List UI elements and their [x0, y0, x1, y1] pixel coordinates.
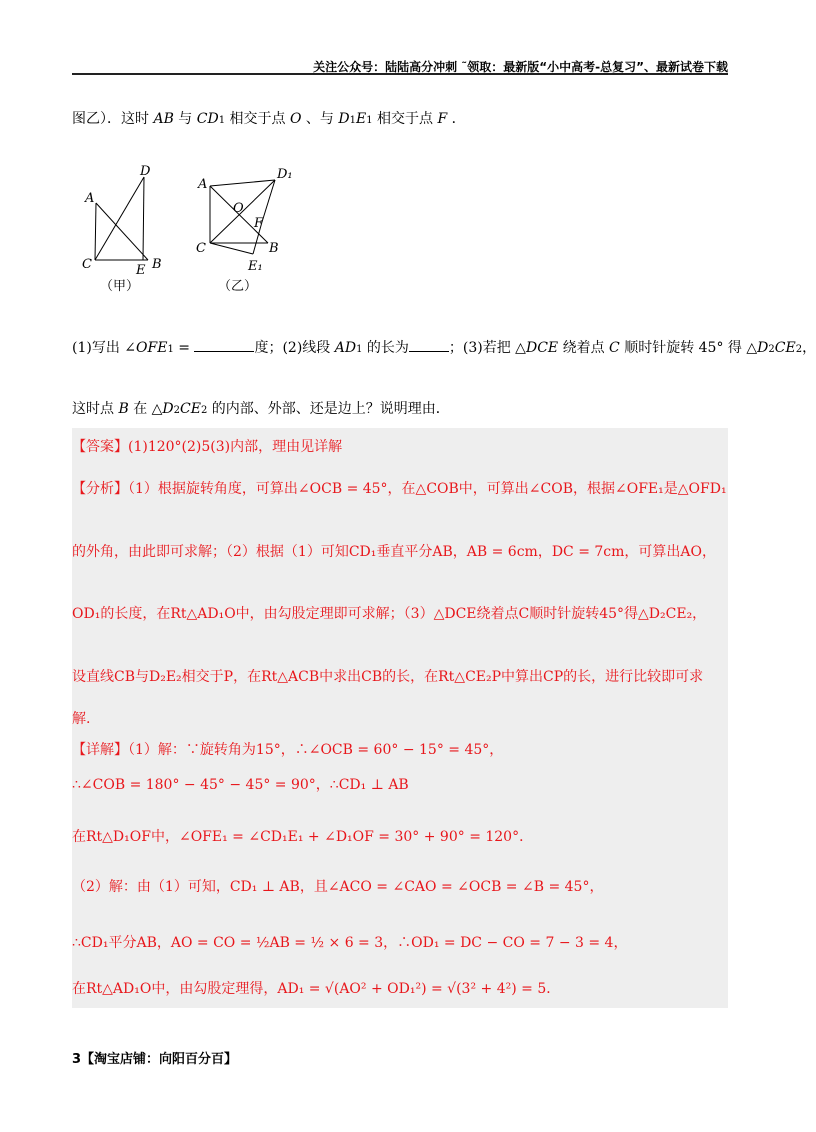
fig-label: O: [233, 201, 244, 216]
figure-jia: [95, 177, 148, 260]
page-header: 关注公众号：陆陆高分冲刺 ˜领取：最新版“小中高考-总复习”、最新试卷下载: [313, 60, 728, 74]
fig-label: C: [196, 241, 206, 256]
question-line-1: (1)写出 ∠OFE1 = 度；(2)线段 AD1 的长为 ；(3)若把 △DCE 绕着点 C 顺时针旋转 45° 得 △D2CE2，: [72, 340, 816, 356]
analysis-line: 解.: [72, 711, 91, 727]
fig-label: A: [85, 191, 95, 206]
fig-label: B: [269, 241, 279, 256]
detail-line: （2）解：由（1）可知，CD₁ ⊥ AB，且∠ACO = ∠CAO = ∠OCB = ∠B = 45°，: [72, 879, 604, 895]
fig-label: E₁: [248, 259, 263, 274]
caption-yi: （乙）: [218, 279, 258, 294]
detail-line: 在Rt△AD₁O中，由勾股定理得，AD₁ = √(AO² + OD₁²) = √(3² + 4²) = 5．: [72, 981, 561, 997]
fig-label: A: [198, 177, 208, 192]
fig-label: C: [82, 257, 92, 272]
detail-line: 【详解】（1）解：∵旋转角为15°，∴∠OCB = 60° − 15° = 45°，: [72, 742, 504, 758]
intro-line: 图乙）．这时 AB 与 CD1 相交于点 O 、与 D1E1 相交于点 F ．: [72, 111, 466, 127]
analysis-line: 的外角，由此即可求解；（2）根据（1）可知CD₁垂直平分AB，AB = 6cm，DC = 7cm，可算出AO，: [72, 544, 716, 560]
caption-jia: （甲）: [100, 279, 140, 294]
header-rule: [72, 73, 728, 75]
fig-label: D₁: [277, 167, 293, 182]
fig-label: F: [254, 216, 264, 231]
fig-label: D: [140, 164, 151, 179]
solution-box: [72, 428, 728, 1008]
detail-line: ∴CD₁平分AB，AO = CO = ½AB = ½ × 6 = 3，∴OD₁ = DC − CO = 7 − 3 = 4，: [72, 935, 628, 951]
detail-line: 在Rt△D₁OF中，∠OFE₁ = ∠CD₁E₁ + ∠D₁OF = 30° + 90° = 120°．: [72, 829, 534, 845]
page-footer: 3【淘宝店铺：向阳百分百】: [72, 1052, 238, 1067]
analysis-line: 【分析】（1）根据旋转角度，可算出∠OCB = 45°，在△COB中，可算出∠COB，根据∠OFE₁是△OFD₁: [72, 481, 727, 497]
analysis-line: OD₁的长度，在Rt△AD₁O中，由勾股定理即可求解；（3）△DCE绕着点C顺时针旋转45°得△D₂CE₂，: [72, 606, 707, 622]
figure-yi: [210, 180, 275, 254]
detail-line: ∴∠COB = 180° − 45° − 45° = 90°，∴CD₁ ⊥ AB: [72, 777, 409, 793]
fig-label: B: [152, 257, 162, 272]
question-line-2: 这时点 B 在 △D2CE2 的内部、外部、还是边上？说明理由．: [72, 401, 450, 417]
analysis-line: 设直线CB与D₂E₂相交于P，在Rt△ACB中求出CB的长，在Rt△CE₂P中算出CP的长，进行比较即可求: [72, 669, 704, 685]
answer-line: 【答案】(1)120°(2)5(3)内部，理由见详解: [72, 439, 343, 455]
geometry-figures: [78, 160, 298, 300]
fig-label: E: [136, 263, 146, 278]
